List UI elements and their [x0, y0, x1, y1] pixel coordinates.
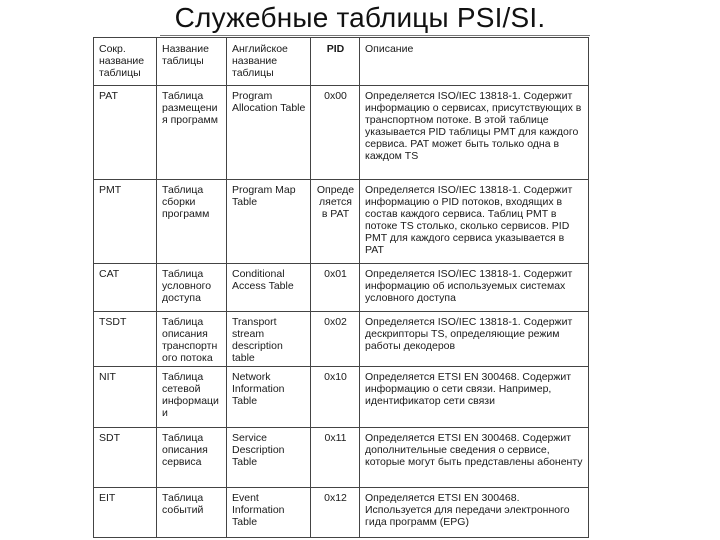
header-name: Название таблицы: [157, 38, 227, 86]
cell-abbr: NIT: [94, 367, 157, 428]
cell-pid: 0x02: [311, 312, 360, 367]
cell-name: Таблица событий: [157, 488, 227, 538]
cell-pid: 0x10: [311, 367, 360, 428]
cell-name: Таблица сетевой информации: [157, 367, 227, 428]
cell-english-name: Event Information Table: [227, 488, 311, 538]
cell-description: Определяется ISO/IEC 13818-1. Содержит информацию о PID потоков, входящих в состав каждого сервиса. Таблиц PMT в потоке TS столько, сколько сервисов. PID PMT для каждого сервиса указывается в PAT: [360, 180, 589, 264]
cell-abbr: PAT: [94, 86, 157, 180]
table-row: [94, 488, 589, 538]
psi-si-table: [93, 37, 589, 538]
cell-english-name: Program Map Table: [227, 180, 311, 264]
table-row: [94, 312, 589, 367]
cell-name: Таблица условного доступа: [157, 264, 227, 312]
cell-abbr: CAT: [94, 264, 157, 312]
cell-english-name: Service Description Table: [227, 428, 311, 488]
table-header-row: [94, 38, 589, 86]
slide-title: Служебные таблицы PSI/SI.: [174, 2, 546, 33]
cell-description: Определяется ETSI EN 300468. Используется для передачи электронного гида программ (EPG): [360, 488, 589, 538]
cell-name: Таблица сборки программ: [157, 180, 227, 264]
cell-description: Определяется ISO/IEC 13818-1. Содержит информацию об используемых системах условного доступа: [360, 264, 589, 312]
cell-name: Таблица описания транспортного потока: [157, 312, 227, 367]
cell-pid: Определяется в PAT: [311, 180, 360, 264]
title-underline: [160, 35, 590, 36]
cell-abbr: EIT: [94, 488, 157, 538]
table-row: [94, 367, 589, 428]
cell-name: Таблица размещения программ: [157, 86, 227, 180]
cell-english-name: Program Allocation Table: [227, 86, 311, 180]
cell-abbr: PMT: [94, 180, 157, 264]
cell-english-name: Conditional Access Table: [227, 264, 311, 312]
cell-description: Определяется ETSI EN 300468. Содержит дополнительные сведения о сервисе, которые могут быть представлены абоненту: [360, 428, 589, 488]
cell-english-name: Transport stream description table: [227, 312, 311, 367]
cell-pid: 0x11: [311, 428, 360, 488]
cell-pid: 0x00: [311, 86, 360, 180]
table-row: [94, 428, 589, 488]
table-row: [94, 180, 589, 264]
cell-pid: 0x12: [311, 488, 360, 538]
header-abbr: Сокр. название таблицы: [94, 38, 157, 86]
cell-pid: 0x01: [311, 264, 360, 312]
cell-abbr: TSDT: [94, 312, 157, 367]
header-english-name: Английское название таблицы: [227, 38, 311, 86]
cell-description: Определяется ISO/IEC 13818-1. Содержит дескрипторы TS, определяющие режим работы декодеров: [360, 312, 589, 367]
cell-name: Таблица описания сервиса: [157, 428, 227, 488]
header-pid: PID: [311, 38, 360, 86]
cell-description: Определяется ETSI EN 300468. Содержит информацию о сети связи. Например, идентификатор сети связи: [360, 367, 589, 428]
cell-english-name: Network Information Table: [227, 367, 311, 428]
header-description: Описание: [360, 38, 589, 86]
table-row: [94, 86, 589, 180]
table-row: [94, 264, 589, 312]
cell-description: Определяется ISO/IEC 13818-1. Содержит информацию о сервисах, присутствующих в транспортном потоке. В этой таблице указывается PID таблицы PMT для каждого сервиса. PAT может быть только одна в каждом TS: [360, 86, 589, 180]
cell-abbr: SDT: [94, 428, 157, 488]
